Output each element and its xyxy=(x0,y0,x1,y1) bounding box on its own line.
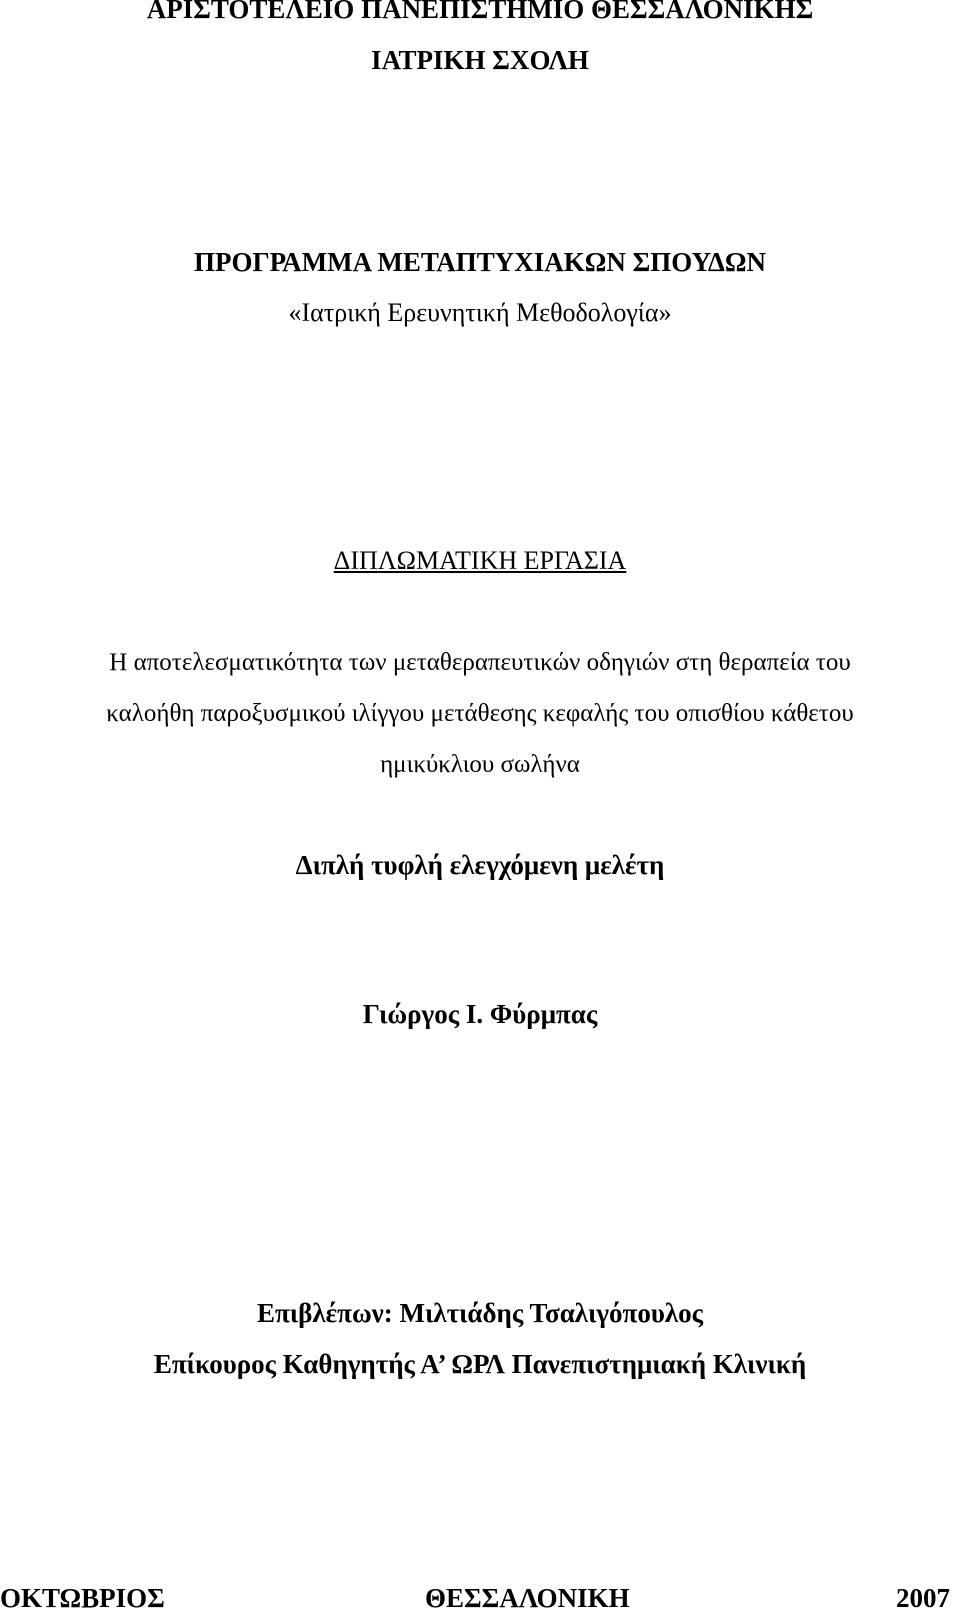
thesis-heading: ΔΙΠΛΩΜΑΤΙΚΗ ΕΡΓΑΣΙΑ xyxy=(333,546,627,575)
thesis-title-line-1: Η αποτελεσματικότητα των μεταθεραπευτικών οδηγιών στη θεραπεία του xyxy=(109,649,851,676)
university-name: ΑΡΙΣΤΟΤΕΛΕΙΟ ΠΑΝΕΠΙΣΤΗΜΙΟ ΘΕΣΣΑΛΟΝΙΚΗΣ xyxy=(146,0,814,24)
program-title: «Ιατρική Ερευνητική Μεθοδολογία» xyxy=(288,298,672,327)
footer-month: ΟΚΤΩΒΡΙΟΣ xyxy=(0,1583,165,1613)
footer-year: 2007 xyxy=(896,1583,950,1613)
school-name: ΙΑΤΡΙΚΗ ΣΧΟΛΗ xyxy=(371,45,589,75)
supervisor: Επιβλέπων: Μιλτιάδης Τσαλιγόπουλος xyxy=(256,1298,704,1328)
thesis-title-line-3: ημικύκλιου σωλήνα xyxy=(380,751,580,778)
footer-city: ΘΕΣΣΑΛΟΝΙΚΗ xyxy=(425,1583,630,1613)
supervisor-role: Επίκουρος Καθηγητής Α’ ΩΡΛ Πανεπιστημιακή Κλινική xyxy=(153,1349,807,1379)
study-type: Διπλή τυφλή ελεγχόμενη μελέτη xyxy=(295,850,665,880)
thesis-title-line-2: καλοήθη παροξυσμικού ιλίγγου μετάθεσης κεφαλής του οπισθίου κάθετου xyxy=(106,700,854,727)
author-name: Γιώργος Ι. Φύρμπας xyxy=(362,999,598,1029)
program-name: ΠΡΟΓΡΑΜΜΑ ΜΕΤΑΠΤΥΧΙΑΚΩΝ ΣΠΟΥΔΩΝ xyxy=(193,247,767,277)
